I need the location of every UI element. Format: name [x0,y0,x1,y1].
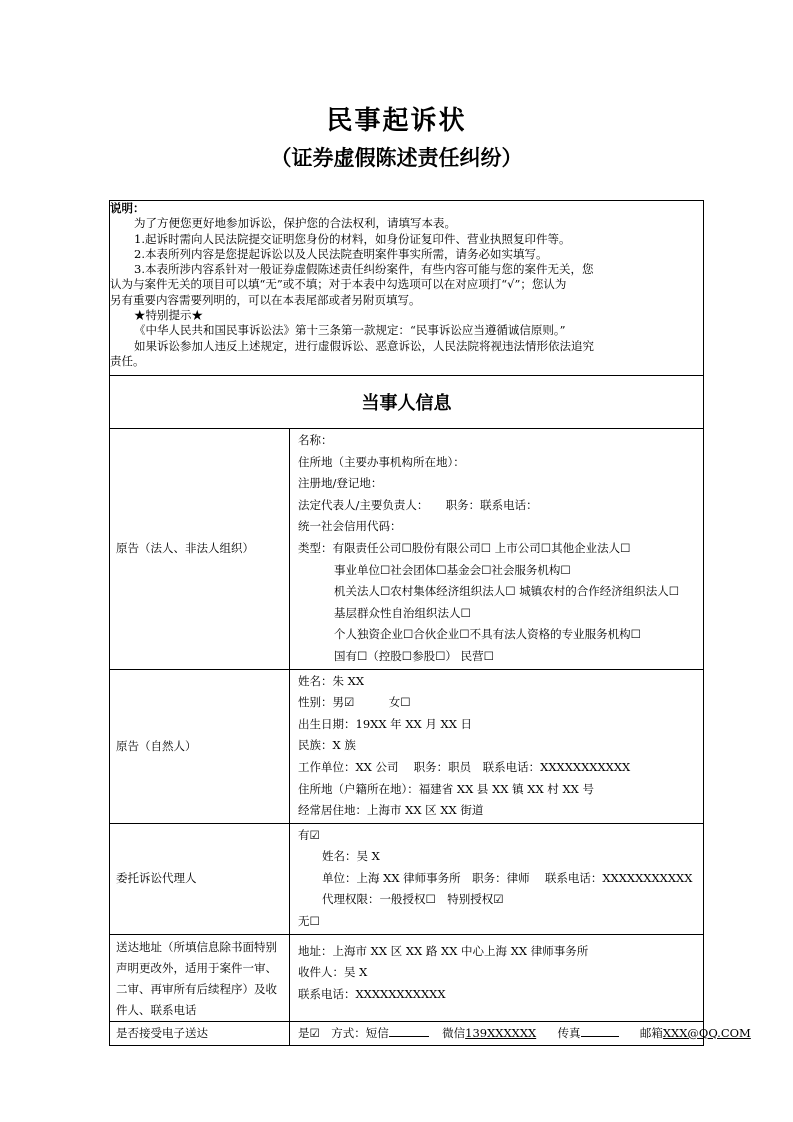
sms-blank [389,1024,429,1037]
person-residence-field: 经常居住地：上海市 XX 区 XX 街道 [298,803,484,818]
section-header-row [110,376,704,429]
recipient-field: 收件人：吴 X [298,965,368,980]
agent-name-field: 姓名：吴 X [322,849,380,864]
address-row [110,934,704,1021]
plaintiff-person-label: 原告（自然人） [110,669,290,823]
fax-blank [581,1024,619,1037]
org-credit-code-field: 统一社会信用代码： [298,519,402,534]
person-ethnicity-field: 民族：X 族 [298,738,356,753]
person-name-field: 姓名：朱 XX [298,673,365,688]
org-type-options: 基层群众性自治组织法人☐ [334,605,471,620]
org-type-options: 类型：有限责任公司☐股份有限公司☐ 上市公司☐其他企业法人☐ [298,540,631,555]
note-line-special: ★特别提示★ [134,308,203,323]
note-line: 为了方便您更好地参加诉讼，保护您的合法权利，请填写本表。 [134,216,456,231]
address-fields [290,934,704,1021]
document-title: 民事起诉状 [326,106,467,136]
note-line: 《中华人民共和国民事诉讼法》第十三条第一款规定：“民事诉讼应当遵循诚信原则。” [134,323,566,338]
plaintiff-person-fields [290,669,704,823]
address-field: 地址：上海市 XX 区 XX 路 XX 中心上海 XX 律师事务所 [298,943,589,958]
email-label: 邮箱 [639,1025,663,1040]
section-title: 当事人信息 [110,376,704,429]
org-address-field: 住所地（主要办事机构所在地）： [298,454,465,469]
person-domicile-field: 住所地（户籍所在地）：福建省 XX 县 XX 镇 XX 村 XX 号 [298,781,594,796]
agent-row [110,823,704,934]
agent-fields [290,823,704,934]
note-line: 认为与案件无关的项目可以填“无”或不填；对于本表中勾选项可以在对应项打“√”；您认为 [110,277,567,292]
wechat-label: 微信 [442,1025,466,1040]
email-value: XXX@QQ.COM [662,1025,751,1040]
agent-yes-option: 有☑ [298,827,320,842]
notes-cell [110,201,704,376]
fax-label: 传真 [557,1025,581,1040]
person-work-field: 工作单位：XX 公司 职务：职员 联系电话：XXXXXXXXXXX [298,759,631,774]
agent-authority-field: 代理权限：一般授权☐ 特别授权☑ [322,892,504,907]
electronic-fields [290,1021,751,1046]
plaintiff-org-fields [290,429,704,670]
note-line: 3.本表所涉内容系针对一般证券虚假陈述责任纠纷案件，有些内容可能与您的案件无关，您 [134,262,594,277]
person-birthdate-field: 出生日期：19XX 年 XX 月 XX 日 [298,716,473,731]
agent-unit-field: 单位：上海 XX 律师事务所 职务：律师 联系电话：XXXXXXXXXXX [322,870,693,885]
plaintiff-person-row [110,669,704,823]
org-registration-field: 注册地/登记地： [298,476,383,491]
org-type-options: 事业单位☐社会团体☐基金会☐社会服务机构☐ [334,562,571,577]
org-name-field: 名称： [298,433,333,447]
org-type-options: 机关法人☐农村集体经济组织法人☐ 城镇农村的合作经济组织法人☐ [334,584,680,599]
electronic-options [298,1023,751,1045]
note-line: 如果诉讼参加人违反上述规定，进行虚假诉讼、恶意诉讼，人民法院将视违法情形依法追究 [134,338,594,353]
note-line: 2.本表所列内容是您提起诉讼以及人民法院查明案件事实所需，请务必如实填写。 [134,246,548,261]
complaint-form [109,200,751,1046]
plaintiff-org-row [110,429,704,670]
electronic-label: 是否接受电子送达 [110,1021,290,1046]
org-type-options: 个人独资企业☐合伙企业☐不具有法人资格的专业服务机构☐ [334,627,641,642]
note-line: 1.起诉时需向人民法院提交证明您身份的材料，如身份证复印件、营业执照复印件等。 [134,231,571,246]
notes-heading: 说明： [110,201,145,215]
agent-no-option: 无☐ [298,914,320,929]
agent-label: 委托诉讼代理人 [110,823,290,934]
wechat-value: 139XXXXXX [465,1025,537,1040]
person-gender-field: 性别：男☑ 女☐ [298,695,411,710]
recipient-phone-field: 联系电话：XXXXXXXXXXX [298,986,446,1001]
address-label: 送达地址（所填信息除书面特别声明更改外，适用于案件一审、二审、再审所有后续程序）及收件人、联系电话 [110,934,290,1021]
note-line: 另有重要内容需要列明的，可以在本表尾部或者另附页填写。 [110,292,421,307]
electronic-sms: 是☑ 方式：短信 [298,1025,389,1040]
notes-row [110,201,704,376]
org-ownership-options: 国有☐（控股☐参股☐） 民营☐ [334,648,494,663]
org-representative-field: 法定代表人/主要负责人： 职务：联系电话： [298,497,538,512]
plaintiff-org-label: 原告（法人、非法人组织） [110,429,290,670]
document-subtitle: （证券虚假陈述责任纠纷） [270,145,523,170]
note-line: 责任。 [110,353,145,368]
electronic-row [110,1021,704,1046]
